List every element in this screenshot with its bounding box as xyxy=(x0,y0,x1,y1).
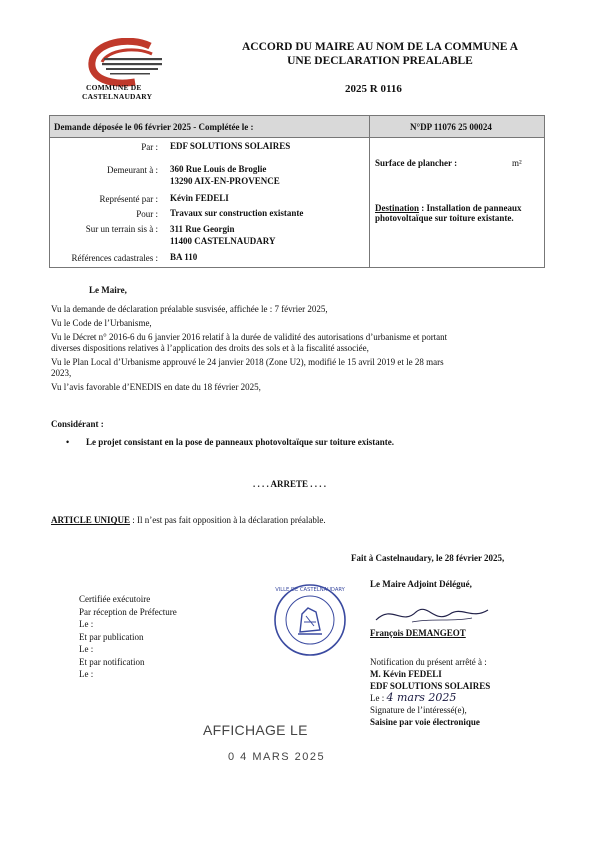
reference-number: 2025 R 0116 xyxy=(345,83,402,95)
executory-line: Le : xyxy=(79,619,94,629)
saisine-electronique: Saisine par voie électronique xyxy=(370,717,480,727)
deposit-date: Demande déposée le 06 février 2025 - Complétée le : xyxy=(54,122,254,132)
signature-interesse: Signature de l’intéressé(e), xyxy=(370,705,467,715)
row-label-pour: Pour : xyxy=(136,209,158,219)
le-maire: Le Maire, xyxy=(89,285,127,295)
fait-a: Fait à Castelnaudary, le 28 février 2025, xyxy=(351,553,505,563)
row-label-terrain: Sur un terrain sis à : xyxy=(85,224,158,234)
title-line-1: ACCORD DU MAIRE AU NOM DE LA COMMUNE A xyxy=(242,41,518,53)
executory-line: Et par notification xyxy=(79,656,145,667)
bullet-dot: • xyxy=(66,437,70,447)
executory-line: Le : xyxy=(79,669,94,679)
vu-line: Vu la demande de déclaration préalable susvisée, affichée le : 7 février 2025, xyxy=(51,304,328,314)
notified-person: M. Kévin FEDELI xyxy=(370,669,442,679)
logo-text-commune: COMMUNE DE xyxy=(86,83,142,92)
document-title xyxy=(200,40,560,68)
vu-line: Vu le Code de l’Urbanisme, xyxy=(51,318,152,328)
notification-date-line xyxy=(370,692,490,704)
row-value-represente: Kévin FEDELI xyxy=(170,193,229,203)
vu-line: diverses dispositions relatives à l’application des droits des sols et à la fiscalité associée, xyxy=(51,343,369,353)
info-table xyxy=(49,115,545,268)
notification-heading: Notification du présent arrêté à : xyxy=(370,657,487,667)
row-value-par: EDF SOLUTIONS SOLAIRES xyxy=(170,141,291,151)
destination-label: Destination xyxy=(375,203,420,213)
vu-line: Vu l’avis favorable d’ENEDIS en date du 18 février 2025, xyxy=(51,382,261,392)
article-label: ARTICLE UNIQUE xyxy=(51,515,130,525)
article-text: : Il n’est pas fait opposition à la déclaration préalable. xyxy=(129,515,326,525)
considerant-heading: Considérant : xyxy=(51,419,104,429)
column-divider xyxy=(369,116,370,267)
row-value-cadastre: BA 110 xyxy=(170,252,198,262)
row-label-cadastre: Références cadastrales : xyxy=(71,253,158,263)
vu-line: Vu le Décret n° 2016-6 du 6 janvier 2016 relatif à la durée de validité des autorisations d’urbanisme et portant xyxy=(51,332,448,342)
signatory-role: Le Maire Adjoint Délégué, xyxy=(370,579,472,589)
signatory-name: François DEMANGEOT xyxy=(370,628,466,638)
notified-company: EDF SOLUTIONS SOLAIRES xyxy=(370,681,491,691)
row-value-terrain1: 311 Rue Georgin xyxy=(170,224,235,234)
dp-number: N°DP 11076 25 00024 xyxy=(410,122,492,132)
vu-line: Vu le Plan Local d’Urbanisme approuvé le 24 janvier 2018 (Zone U2), modifié le 15 avril 2019 et le 28 mars xyxy=(51,357,444,367)
svg-text:VILLE DE CASTELNAUDARY: VILLE DE CASTELNAUDARY xyxy=(275,587,345,593)
executory-line: Le : xyxy=(79,644,94,654)
row-label-represente: Représenté par : xyxy=(99,194,158,204)
row-value-address1: 360 Rue Louis de Broglie xyxy=(170,164,267,174)
affichage-stamp-label: AFFICHAGE LE xyxy=(203,722,308,738)
arrete-heading: . . . . ARRETE . . . . xyxy=(253,479,327,489)
logo-text-city: CASTELNAUDARY xyxy=(82,92,153,101)
surface-label: Surface de plancher : xyxy=(375,158,458,168)
vu-list xyxy=(51,304,551,393)
city-seal-stamp xyxy=(272,582,348,658)
article-unique xyxy=(51,515,326,526)
handwritten-signature xyxy=(372,600,492,628)
vu-line: 2023, xyxy=(51,368,72,378)
row-label-demeurant: Demeurant à : xyxy=(107,165,158,175)
executory-line: Certifiée exécutoire xyxy=(79,594,151,604)
destination-block xyxy=(375,203,535,223)
executory-block xyxy=(79,593,177,681)
row-value-terrain2: 11400 CASTELNAUDARY xyxy=(170,236,276,246)
executory-line: Par réception de Préfecture xyxy=(79,606,177,617)
affichage-stamp-date: 0 4 MARS 2025 xyxy=(228,751,326,763)
surface-unit: m² xyxy=(512,158,522,168)
executory-line: Et par publication xyxy=(79,631,144,642)
row-label-par: Par : xyxy=(141,142,158,152)
row-value-address2: 13290 AIX-EN-PROVENCE xyxy=(170,176,280,186)
title-line-2: UNE DECLARATION PREALABLE xyxy=(287,55,473,67)
notification-date-label: Le : xyxy=(370,693,385,703)
notification-date-handwritten: 4 mars 2025 xyxy=(386,691,457,704)
row-value-pour: Travaux sur construction existante xyxy=(170,208,304,218)
notification-block xyxy=(370,656,490,728)
destination-text: : Installation de panneaux photovoltaïque sur toiture existante. xyxy=(375,203,522,223)
considerant-bullet: Le projet consistant en la pose de panneaux photovoltaïque sur toiture existante. xyxy=(86,437,395,447)
